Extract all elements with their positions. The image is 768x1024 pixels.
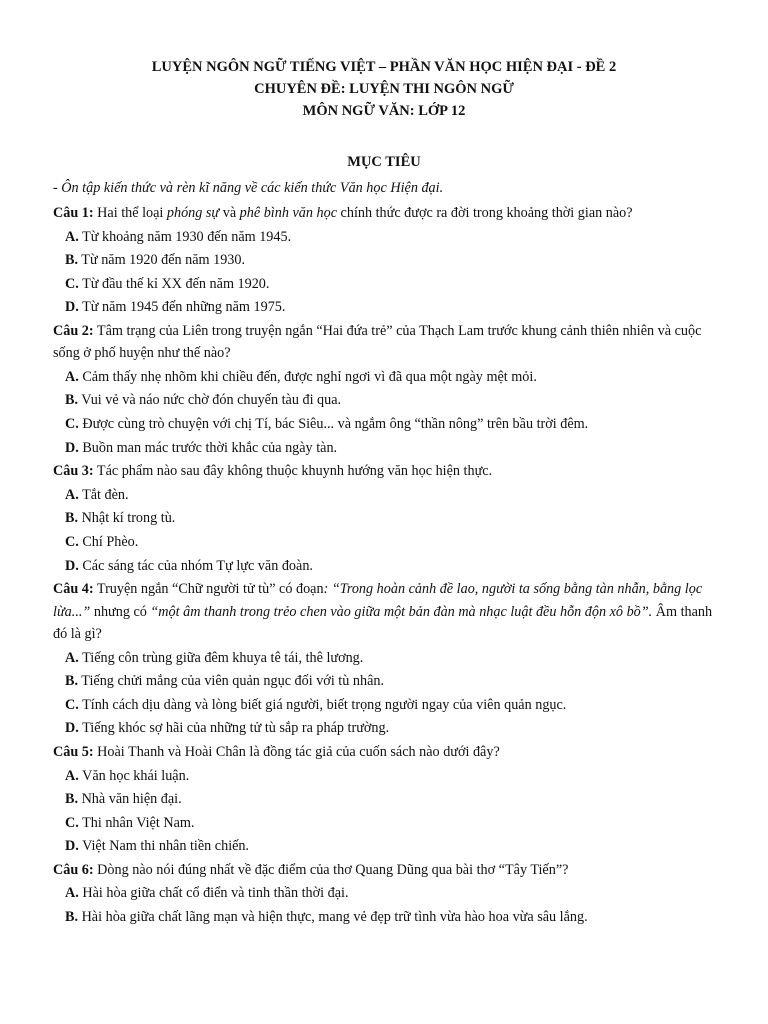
- option-label: C.: [65, 814, 79, 831]
- option-text: Từ đầu thế kỉ XX đến năm 1920.: [78, 275, 270, 292]
- option-text: Tiếng khóc sợ hãi của những tử tù sắp ra pháp trường.: [78, 720, 390, 737]
- question-text: [53, 859, 725, 882]
- question-text-part: nhưng có: [90, 603, 151, 620]
- option-text: Buồn man mác trước thời khắc của ngày tàn.: [78, 439, 338, 456]
- question-label: Câu 1:: [53, 205, 94, 221]
- option-d: [53, 717, 725, 741]
- option-label: A.: [65, 368, 79, 385]
- option-a: [53, 647, 725, 671]
- question-quote: “một âm thanh trong trẻo chen vào giữa một bản đàn mà nhạc luật đều hỗn độn xô bồ”.: [150, 603, 653, 620]
- questions-list: [53, 202, 725, 930]
- option-text: Nhật kí trong tù.: [78, 510, 176, 527]
- question-label: Câu 5:: [53, 744, 94, 760]
- option-text: Hài hòa giữa chất lãng mạn và hiện thực, mang vẻ đẹp trữ tình vừa hào hoa vừa sâu lắng.: [78, 908, 588, 925]
- option-b: [53, 507, 725, 531]
- option-d: [53, 835, 725, 859]
- option-text: Được cùng trò chuyện với chị Tí, bác Siêu... và ngắm ông “thần nông” trên bầu trời đêm.: [78, 416, 589, 433]
- option-text: Hài hòa giữa chất cổ điển và tinh thần thời đại.: [78, 885, 349, 902]
- question-6: [53, 859, 725, 930]
- option-text: Chí Phèo.: [78, 533, 139, 550]
- question-4: [53, 578, 725, 741]
- objective-text: - Ôn tập kiến thức và rèn kĩ năng về các kiến thức Văn học Hiện đại.: [53, 180, 444, 196]
- option-text: Văn học khái luận.: [78, 767, 190, 784]
- header-topic: CHUYÊN ĐỀ: LUYỆN THI NGÔN NGỮ: [254, 81, 514, 97]
- option-d: [53, 296, 725, 320]
- option-label: A.: [65, 228, 79, 245]
- option-b: [53, 906, 725, 930]
- option-d: [53, 555, 725, 579]
- option-label: C.: [65, 416, 79, 433]
- header-subject: MÔN NGỮ VĂN: LỚP 12: [302, 103, 466, 119]
- question-text: [53, 578, 725, 646]
- option-text: Tính cách dịu dàng và lòng biết giá người, biết trọng người ngay của viên quản ngục.: [78, 696, 567, 713]
- question-label: Câu 6:: [53, 861, 94, 878]
- document-header: [0, 56, 768, 122]
- option-label: D.: [65, 838, 79, 855]
- option-text: Nhà văn hiện đại.: [78, 791, 182, 808]
- option-c: [53, 413, 725, 437]
- option-a: [53, 226, 725, 250]
- option-label: C.: [65, 696, 79, 713]
- question-text: [53, 460, 725, 483]
- option-text: Tiếng chửi mắng của viên quản ngục đối với tù nhân.: [78, 673, 385, 690]
- question-label: Câu 3:: [53, 463, 94, 480]
- option-c: [53, 812, 725, 836]
- option-d: [53, 437, 725, 461]
- option-c: [53, 531, 725, 555]
- option-label: D.: [65, 439, 79, 456]
- option-a: [53, 484, 725, 508]
- option-a: [53, 366, 725, 390]
- option-text: Tắt đèn.: [78, 486, 129, 503]
- question-text: [53, 320, 725, 365]
- question-text-part: chính thức được ra đời trong khoảng thời gian nào?: [337, 205, 633, 221]
- question-emphasis: phê bình văn học: [239, 205, 337, 221]
- question-quote: : “Trong hoàn cảnh đề lao, người ta sống bằng tàn nhẫn, bằng lọc lừa...”: [53, 581, 703, 620]
- question-5: [53, 741, 725, 859]
- option-text: Từ năm 1920 đến năm 1930.: [78, 252, 246, 269]
- option-b: [53, 788, 725, 812]
- option-c: [53, 694, 725, 718]
- option-label: C.: [65, 275, 79, 292]
- option-label: A.: [65, 885, 79, 902]
- option-label: A.: [65, 486, 79, 503]
- option-label: B.: [65, 908, 79, 925]
- option-b: [53, 670, 725, 694]
- header-title: LUYỆN NGÔN NGỮ TIẾNG VIỆT – PHẦN VĂN HỌC HIỆN ĐẠI - ĐỀ 2: [151, 59, 617, 75]
- objective-title: MỤC TIÊU: [347, 154, 421, 170]
- question-label: Câu 4:: [53, 581, 94, 598]
- option-text: Vui vẻ và náo nức chờ đón chuyến tàu đi qua.: [78, 392, 342, 409]
- option-text: Cảm thấy nhẹ nhõm khi chiều đến, được nghỉ ngơi vì đã qua một ngày mệt mỏi.: [78, 368, 537, 385]
- option-label: A.: [65, 649, 79, 666]
- question-text-part: và: [219, 205, 240, 221]
- option-a: [53, 882, 725, 906]
- question-emphasis: phóng sự: [166, 205, 220, 221]
- option-text: Các sáng tác của nhóm Tự lực văn đoàn.: [78, 557, 313, 574]
- question-label: Câu 2:: [53, 322, 94, 339]
- question-text-part: Truyện ngắn “Chữ người tử tù” có đoạn: [93, 581, 324, 598]
- option-label: C.: [65, 533, 79, 550]
- option-label: D.: [65, 720, 79, 737]
- option-text: Từ khoảng năm 1930 đến năm 1945.: [78, 228, 292, 245]
- option-a: [53, 765, 725, 789]
- question-3: [53, 460, 725, 578]
- option-label: D.: [65, 299, 79, 316]
- option-c: [53, 273, 725, 297]
- question-text-part: Hai thể loại: [93, 205, 167, 221]
- question-text-part: Âm thanh đó là gì?: [53, 603, 713, 643]
- question-text: [53, 741, 725, 764]
- option-label: D.: [65, 557, 79, 574]
- option-text: Việt Nam thi nhân tiền chiến.: [78, 838, 250, 855]
- option-label: A.: [65, 767, 79, 784]
- option-label: B.: [65, 673, 79, 690]
- question-text-part: Dòng nào nói đúng nhất về đặc điểm của thơ Quang Dũng qua bài thơ “Tây Tiến”?: [93, 861, 569, 878]
- option-text: Từ năm 1945 đến những năm 1975.: [78, 299, 286, 316]
- option-text: Tiếng côn trùng giữa đêm khuya tê tái, thê lương.: [78, 649, 364, 666]
- question-text-part: Tâm trạng của Liên trong truyện ngắn “Hai đứa trẻ” của Thạch Lam trước khung cảnh thiên nhiên và cuộc sống ở phố huyện như thế nào?: [53, 322, 702, 362]
- question-text-part: Tác phẩm nào sau đây không thuộc khuynh hướng văn học hiện thực.: [93, 463, 493, 480]
- option-label: B.: [65, 252, 79, 269]
- question-1: [53, 202, 725, 320]
- question-text: [53, 202, 725, 225]
- option-label: B.: [65, 392, 79, 409]
- question-2: [53, 320, 725, 460]
- question-text-part: Hoài Thanh và Hoài Chân là đồng tác giả của cuốn sách nào dưới đây?: [93, 744, 500, 760]
- option-b: [53, 389, 725, 413]
- option-text: Thi nhân Việt Nam.: [78, 814, 195, 831]
- option-label: B.: [65, 510, 79, 527]
- option-b: [53, 249, 725, 273]
- option-label: B.: [65, 791, 79, 808]
